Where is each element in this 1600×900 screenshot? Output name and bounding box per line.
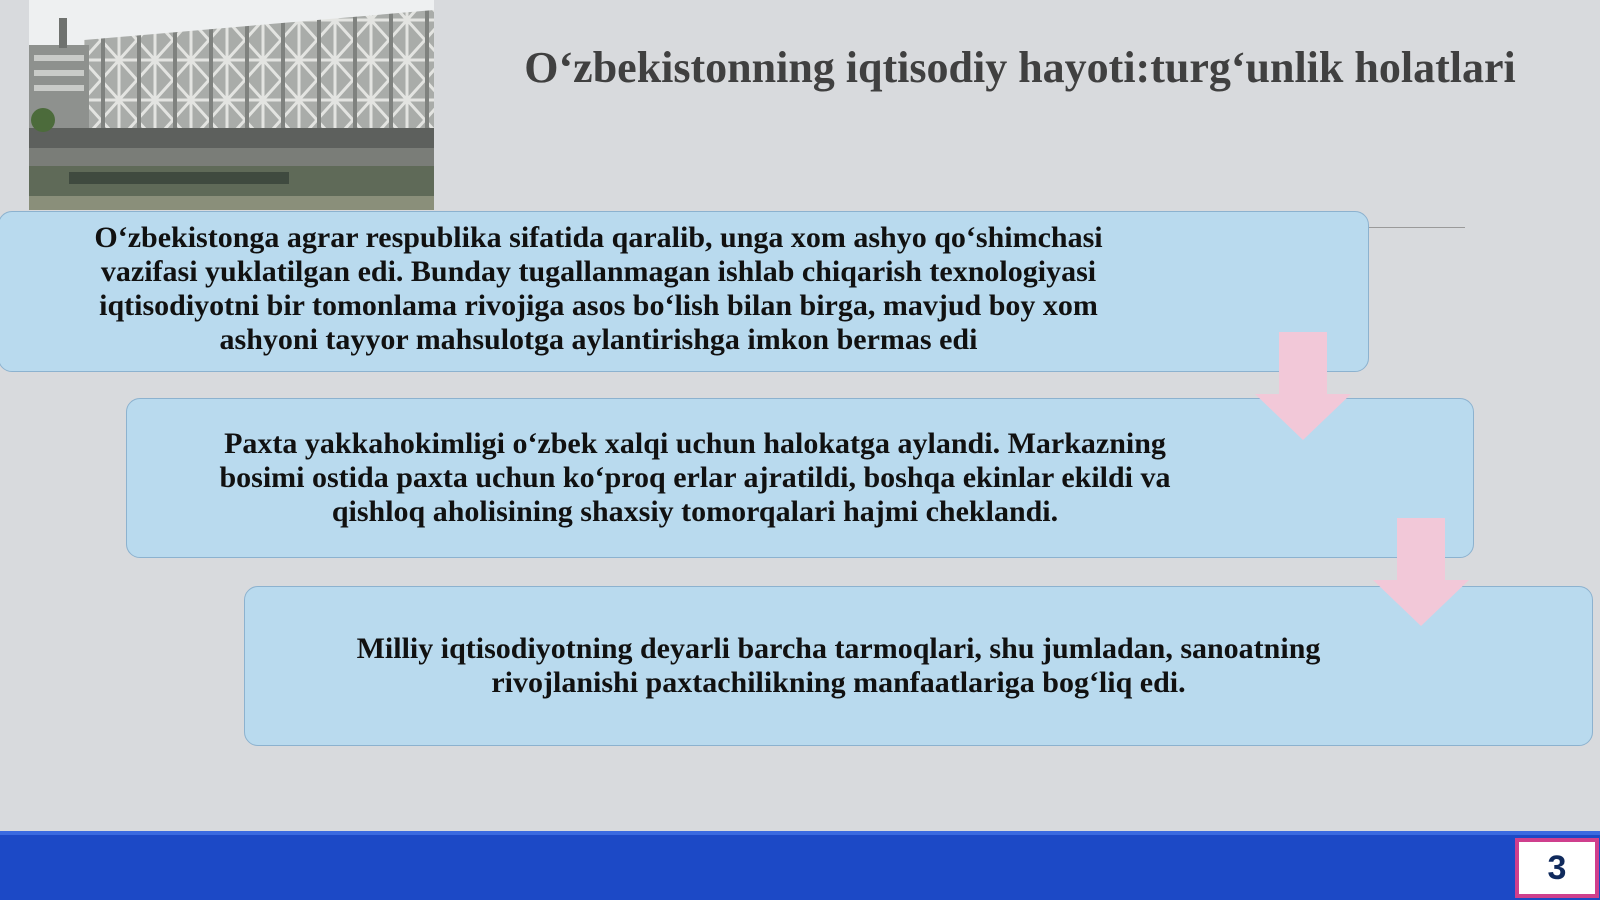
text-box-1-content: O‘zbekistonga agrar respublika sifatida qaralib, unga xom ashyo qo‘shimchasi vazifasi yuklatilgan edi. Bunday tugallanmagan ishlab chiqarish texnologiyasi iqtisodiyotni bir tomonlama rivojiga asos bo‘lish bilan birga, mavjud boy xom ashyoni tayyor mahsulotga aylantirishga imkon bermas edi [94,220,1103,356]
text-box-2-content: Paxta yakkahokimligi o‘zbek xalqi uchun halokatga aylandi. Markazning bosimi ostida paxta uchun ko‘proq erlar ajratildi, boshqa ekinlar ekildi va qishloq aholisining shaxsiy tomorqalari hajmi cheklandi. [219,427,1171,528]
slide-title: O‘zbekistonning iqtisodiy hayoti:turg‘unlik holatlari [524,43,1516,92]
building-photo-image [29,0,434,210]
building-photo [29,0,434,210]
footer-bar [0,831,1600,900]
title-divider [1355,227,1465,228]
page-number-badge: 3 [1515,838,1599,898]
text-box-1 [0,211,1369,372]
down-arrow-icon-2 [1373,518,1469,626]
text-box-3-content: Milliy iqtisodiyotning deyarli barcha tarmoqlari, shu jumladan, sanoatning rivojlanishi paxtachilikning manfaatlariga bog‘liq edi. [356,632,1321,699]
down-arrow-icon-1 [1255,332,1351,440]
